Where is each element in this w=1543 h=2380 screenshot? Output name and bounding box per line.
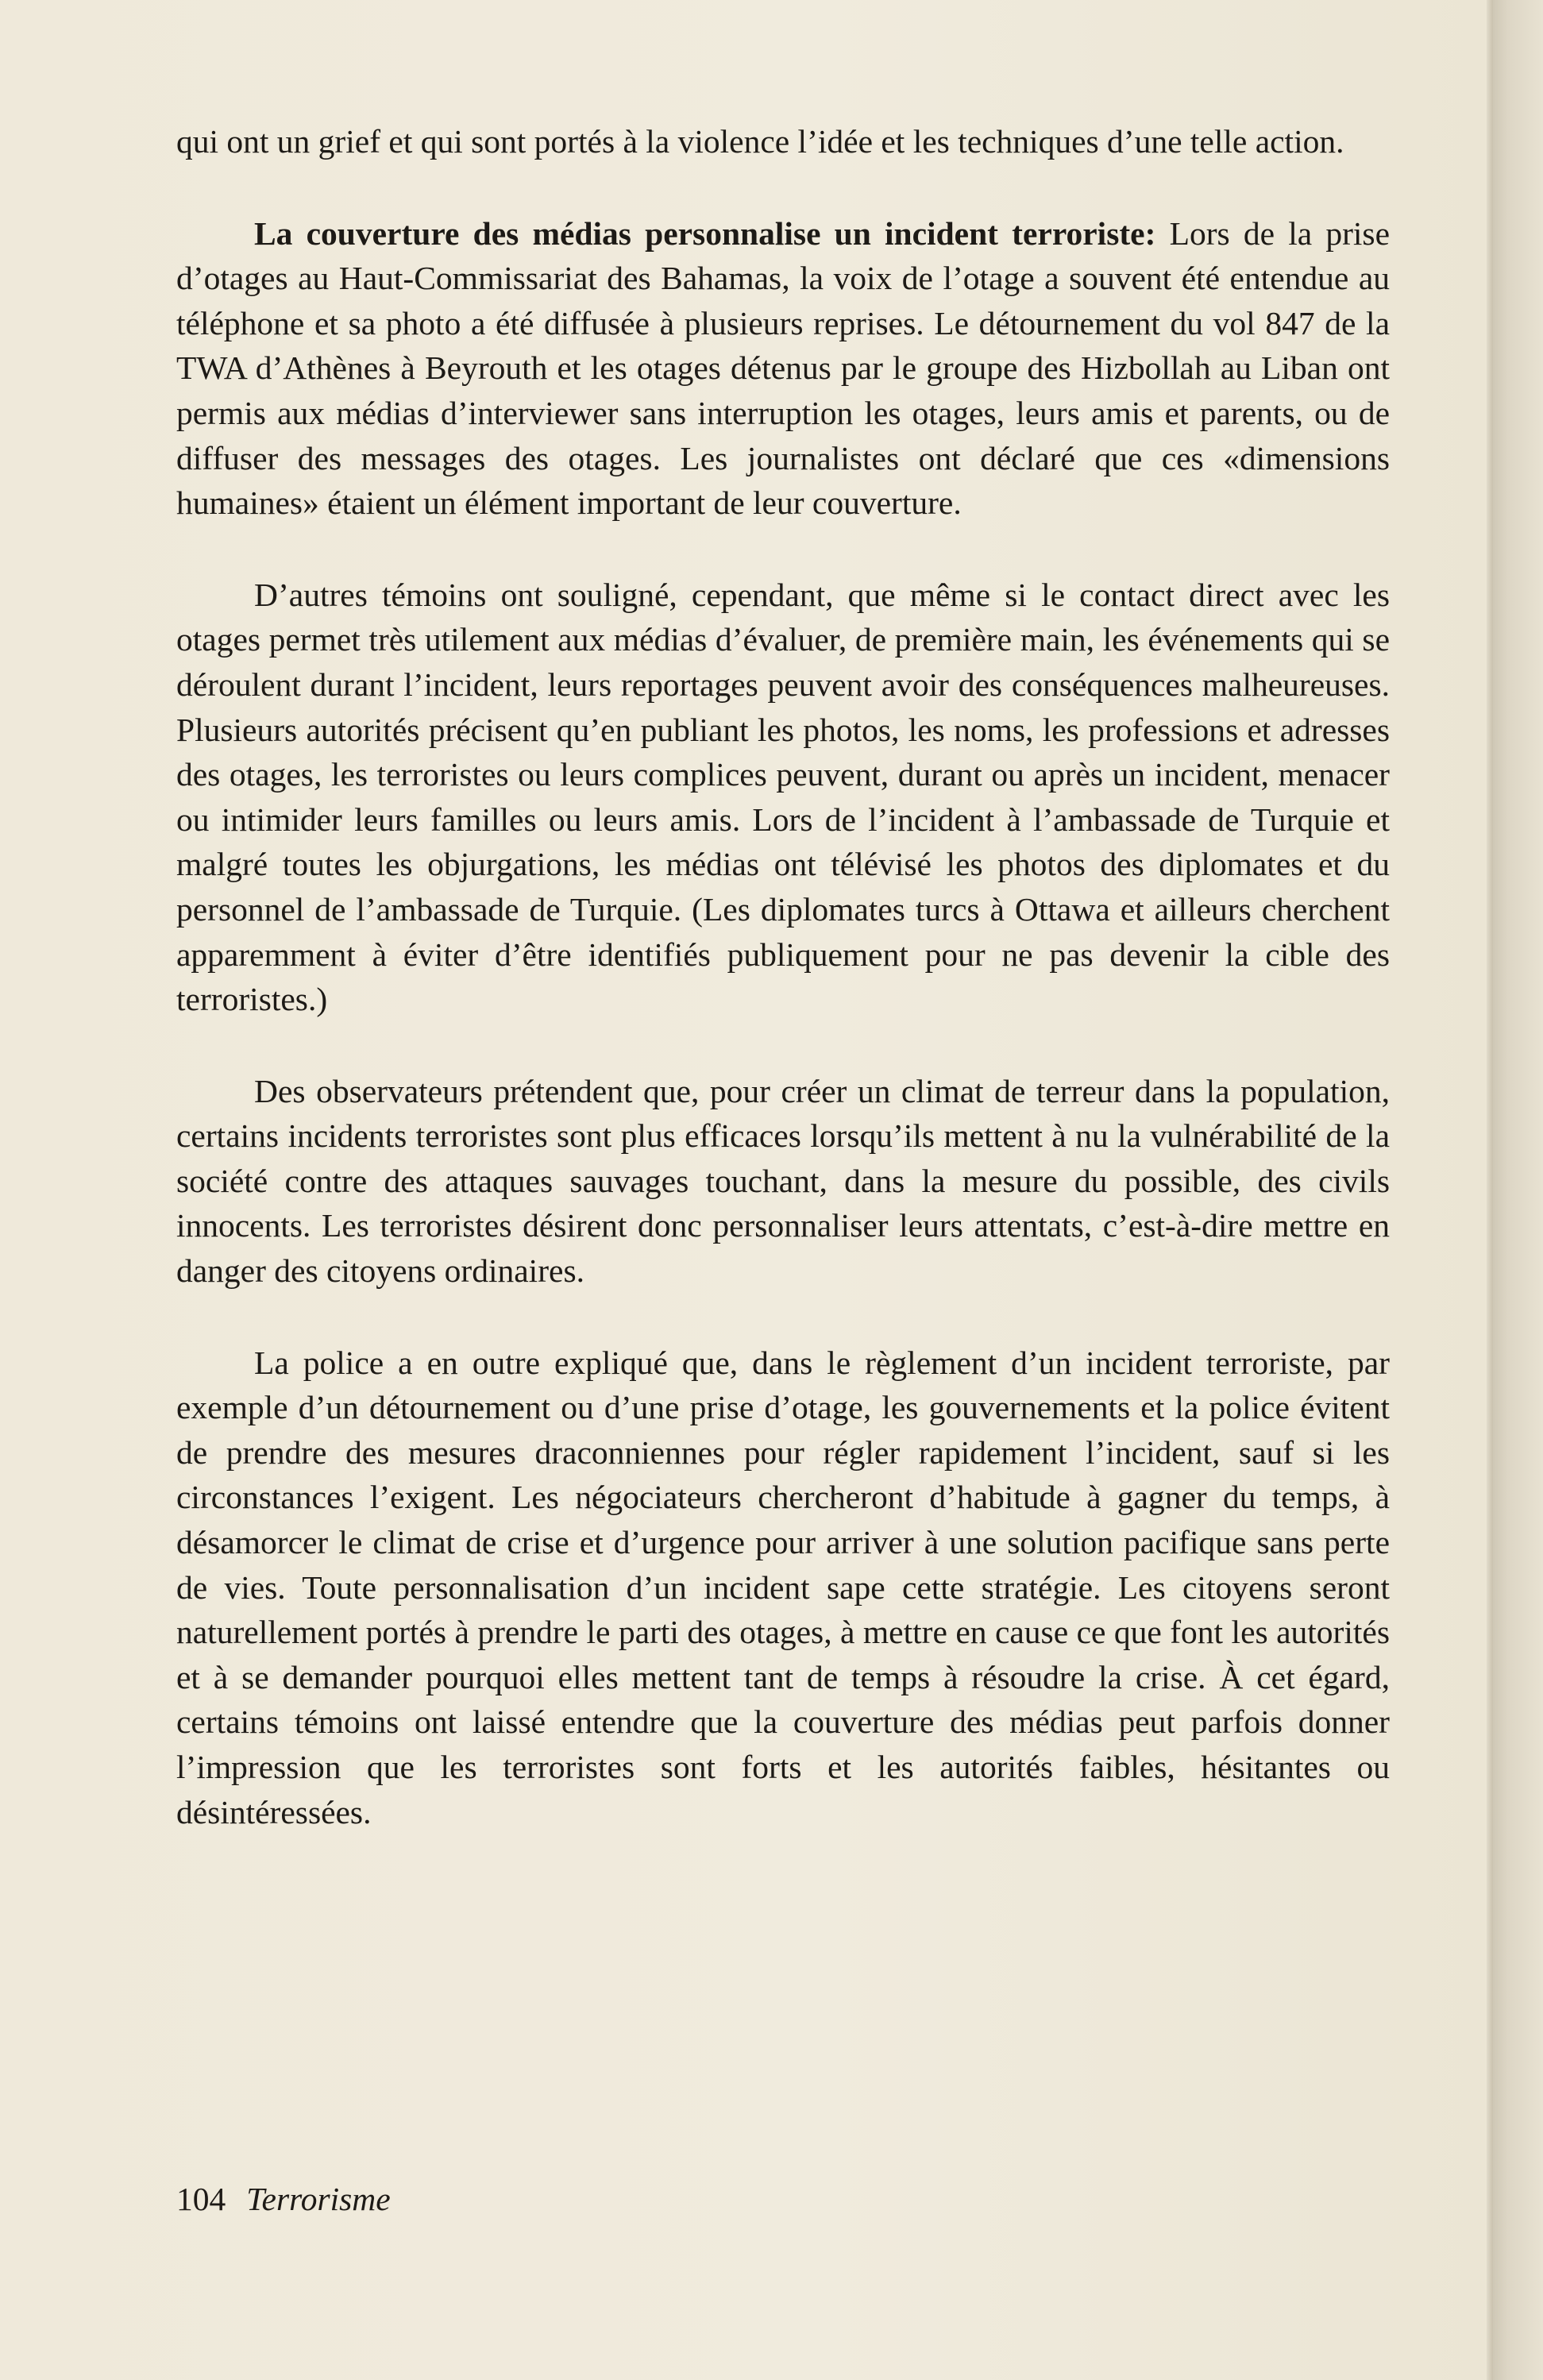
page-gutter-line bbox=[1487, 0, 1493, 2380]
paragraph-text: La police a en outre expliqué que, dans le règlement d’un incident terroriste, par exemple d’un détournement ou d’une prise d’otage, les gouvernements et la police évitent de prendre des mesures draconniennes pour régler rapidement l’incident, sauf si les circonstances l’exigent. Les négociateurs chercheront d’habitude à gagner du temps, à désamorcer le climat de crise et d’urgence pour arriver à une solution pacifique sans perte de vies. Toute personnalisation d’un incident sape cette stratégie. Les citoyens seront naturellement portés à prendre le parti des otages, à mettre en cause ce que font les autorités et à se demander pourquoi elles mettent tant de temps à résoudre la crise. À cet égard, certains témoins ont laissé entendre que la couverture des médias peut parfois donner l’impression que les terroristes sont forts et les autorités faibles, hésitantes ou désintéressées. bbox=[176, 1344, 1390, 1830]
page-edge-shadow bbox=[1493, 0, 1543, 2380]
paragraph-other-witnesses bbox=[176, 573, 1390, 1022]
page-footer bbox=[176, 2180, 391, 2218]
paragraph-text: Lors de la prise d’otages au Haut-Commissariat des Bahamas, la voix de l’otage a souvent été entendue au téléphone et sa photo a été diffusée à plusieurs reprises. Le détournement du vol 847 de la TWA d’Athènes à Beyrouth et les otages détenus par le groupe des Hizbollah au Liban ont permis aux médias d’interviewer sans interruption les otages, leurs amis et parents, ou de diffuser des messages des otages. Les journalistes ont déclaré que ces «dimensions humaines» étaient un élément important de leur couverture. bbox=[176, 214, 1390, 522]
page-number: 104 bbox=[176, 2181, 226, 2217]
body-text bbox=[176, 119, 1390, 1834]
paragraph-continuation bbox=[176, 119, 1390, 164]
paragraph-heading: La couverture des médias personnalise un incident terroriste: bbox=[254, 214, 1156, 252]
paragraph-text: D’autres témoins ont souligné, cependant, que même si le contact direct avec les otages permet très utilement aux médias d’évaluer, de première main, les événements qui se déroulent durant l’incident, leurs reportages peuvent avoir des conséquences malheureuses. Plusieurs autorités précisent qu’en publiant les photos, les noms, les professions et adresses des otages, les terroristes ou leurs complices peuvent, durant ou après un incident, menacer ou intimider leurs familles ou leurs amis. Lors de l’incident à l’ambassade de Turquie et malgré toutes les objurgations, les médias ont télévisé les photos des diplomates et du personnel de l’ambassade de Turquie. (Les diplomates turcs à Ottawa et ailleurs cherchent apparemment à éviter d’être identifiés publiquement pour ne pas devenir la cible des terroristes.) bbox=[176, 576, 1390, 1018]
paragraph-media-personalizes bbox=[176, 211, 1390, 526]
paragraph-text: qui ont un grief et qui sont portés à la violence l’idée et les techniques d’une telle action. bbox=[176, 123, 1344, 160]
paragraph-observers bbox=[176, 1069, 1390, 1294]
running-title: Terrorisme bbox=[246, 2181, 391, 2217]
paragraph-text: Des observateurs prétendent que, pour créer un climat de terreur dans la population, certains incidents terroristes sont plus efficaces lorsqu’ils mettent à nu la vulnérabilité de la société contre des attaques sauvages touchant, dans la mesure du possible, des civils innocents. Les terroristes désirent donc personnaliser leurs attentats, c’est-à-dire mettre en danger des citoyens ordinaires. bbox=[176, 1072, 1390, 1290]
paragraph-police bbox=[176, 1340, 1390, 1835]
